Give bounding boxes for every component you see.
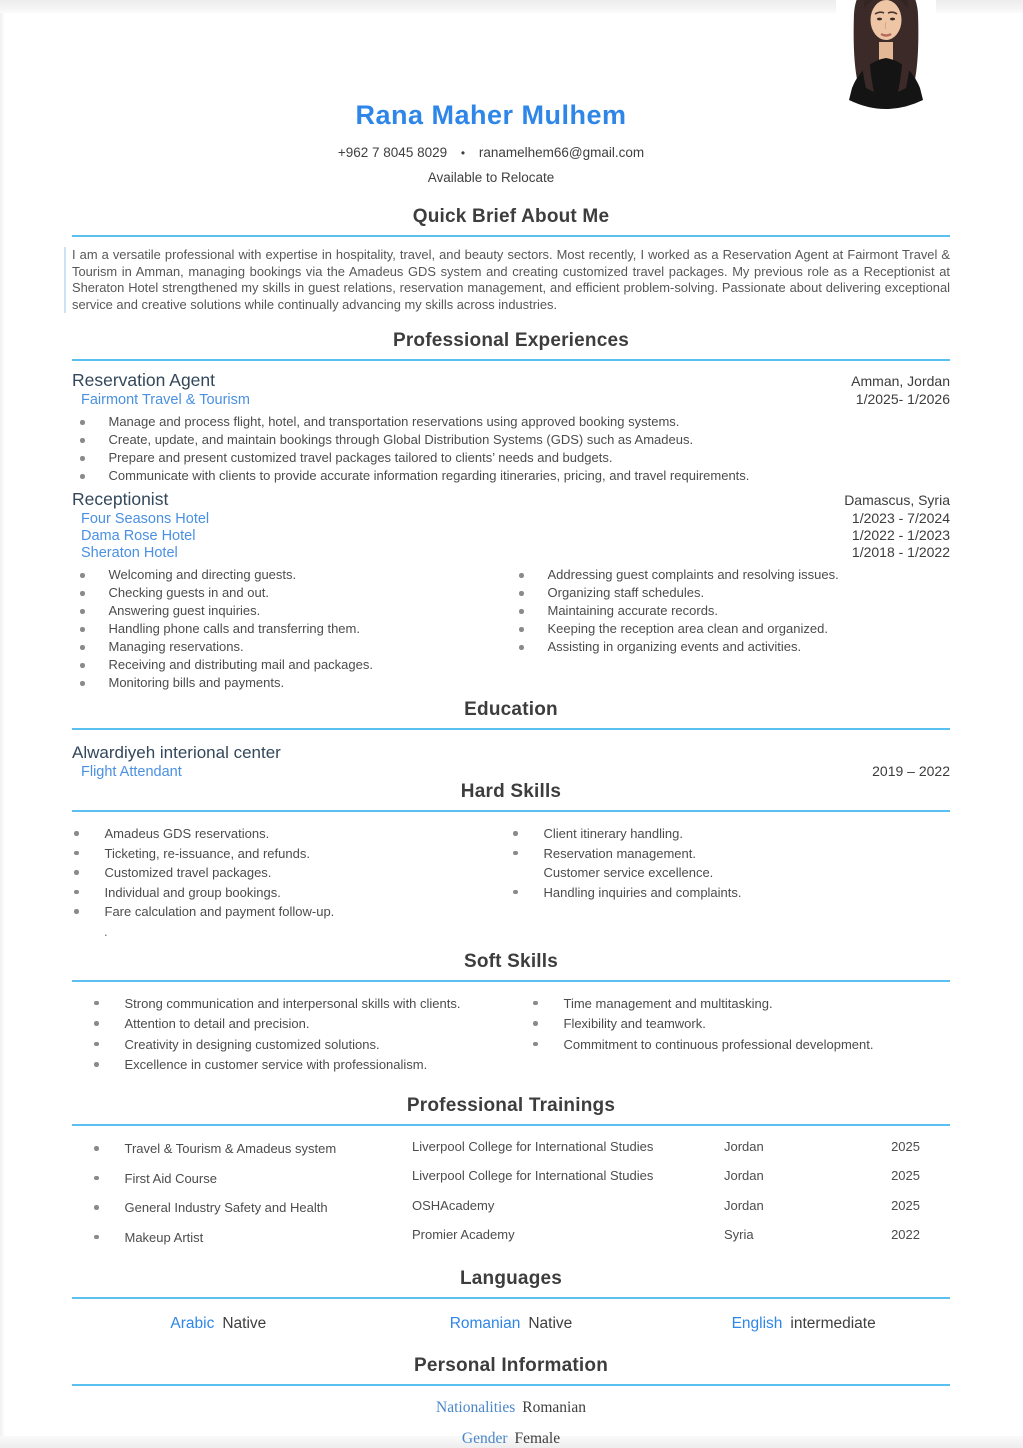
- bullet-text: Monitoring bills and payments.: [108, 675, 285, 690]
- hard-skills-left: [72, 824, 511, 941]
- list-item: [511, 638, 950, 656]
- portrait-photo-graphic: [836, 0, 936, 114]
- language-item: [72, 1315, 365, 1333]
- job-dates: 1/2025- 1/2026: [855, 391, 950, 407]
- brief-title: Quick Brief About Me: [412, 206, 610, 227]
- contact-line: [171, 145, 811, 160]
- job-location: Amman, Jordan: [851, 373, 950, 389]
- bullet-text: Flexibility and teamwork.: [563, 1016, 706, 1031]
- bullet-text: Manage and process flight, hotel, and transportation reservations using approved booking systems.: [108, 414, 680, 429]
- email-address: ranamelhem66@gmail.com: [478, 145, 645, 160]
- bullet-dot-icon: [74, 831, 79, 836]
- personal-item: [72, 1399, 950, 1417]
- personal-item: [72, 1430, 950, 1448]
- training-provider: Liverpool College for International Studies: [412, 1168, 654, 1183]
- bullet-text: Strong communication and interpersonal skills with clients.: [124, 995, 461, 1011]
- resume-content: [72, 0, 950, 1448]
- hard-skills-rule: [72, 810, 950, 812]
- list-item: [511, 584, 950, 602]
- bullet-text: Communicate with clients to provide accurate information regarding itineraries, pricing, and travel requirements.: [108, 468, 750, 483]
- training-country: Syria: [724, 1227, 754, 1242]
- list-item: [72, 1035, 511, 1056]
- bullet-dot-icon: [94, 1062, 99, 1067]
- language-level: intermediate: [790, 1314, 876, 1332]
- personal-label: Nationalities: [436, 1398, 516, 1416]
- training-year: 2022: [891, 1227, 920, 1242]
- table-row: [72, 1197, 950, 1217]
- job-reservation-agent: [72, 370, 950, 485]
- trainings-table: [72, 1138, 950, 1246]
- job-dates: 1/2023 - 7/2024: [851, 510, 950, 526]
- list-item: [72, 844, 511, 864]
- training-course: General Industry Safety and Health: [124, 1200, 328, 1215]
- list-item: [72, 883, 511, 903]
- training-year: 2025: [891, 1168, 920, 1183]
- soft-skills-rule: [72, 980, 950, 982]
- list-item: [511, 844, 950, 864]
- bullet-text: Assisting in organizing events and activities.: [547, 639, 802, 654]
- bullet-text: Excellence in customer service with professionalism.: [124, 1057, 428, 1072]
- education-degree: Flight Attendant: [81, 764, 182, 780]
- list-item: [511, 994, 950, 1015]
- education-school: Alwardiyeh interional center: [72, 743, 281, 762]
- list-item: [511, 824, 950, 844]
- candidate-name: Rana Maher Mulhem: [355, 100, 627, 130]
- bullet-dot-icon: [94, 1021, 99, 1026]
- bullet-text: Amadeus GDS reservations.: [104, 826, 270, 841]
- training-year: 2025: [891, 1197, 920, 1213]
- bullet-dot-icon: [74, 870, 79, 875]
- bullet-text: Customized travel packages.: [104, 865, 272, 880]
- bullet-text: Organizing staff schedules.: [547, 585, 705, 600]
- training-country: Jordan: [724, 1138, 764, 1154]
- section-personal: [72, 1355, 950, 1448]
- bullet-dot-icon: [74, 851, 79, 856]
- section-soft-skills: [72, 951, 950, 1076]
- training-course: Travel & Tourism & Amadeus system: [124, 1141, 337, 1156]
- training-country: Jordan: [724, 1168, 764, 1183]
- bullet-dot-icon: [80, 609, 85, 614]
- languages-rule: [72, 1297, 950, 1299]
- job-bullets-two-col: [72, 566, 950, 692]
- section-brief: [72, 206, 950, 313]
- section-trainings: [72, 1095, 950, 1246]
- section-languages: [72, 1268, 950, 1333]
- bullet-dot-icon: [94, 1042, 99, 1047]
- brief-text: I am a versatile professional with expertise in hospitality, travel, and beauty sectors. Most recently, I worked as a Reservation Agent at Fairmont Travel & Tourism in Amman, managing bookings via the Amadeus GDS system and creating customized travel packages. My previous role as a Receptionist at Sheraton Hotel strengthened my skills in guest relations, reservation management, and efficient problem-solving. Passionate about delivering exceptional service and creative solutions while continually advancing my skills across industries.: [64, 247, 950, 313]
- training-year: 2025: [891, 1138, 920, 1154]
- list-item: [72, 566, 511, 584]
- education-title: Education: [464, 699, 558, 720]
- bullets-left-column: [72, 566, 511, 692]
- list-item: [72, 602, 511, 620]
- bullet-text: Attention to detail and precision.: [124, 1016, 310, 1031]
- list-item: [72, 674, 511, 692]
- language-name: Arabic: [170, 1314, 215, 1332]
- job-dates: 1/2018 - 1/2022: [851, 544, 950, 560]
- bullet-text: Prepare and present customized travel packages tailored to clients’ needs and budgets.: [108, 450, 613, 465]
- languages-row: [72, 1315, 950, 1333]
- job-company: Fairmont Travel & Tourism: [81, 392, 250, 408]
- table-row: [72, 1167, 950, 1187]
- languages-title: Languages: [459, 1267, 563, 1289]
- bullet-dot-icon: [519, 627, 524, 632]
- list-item: [72, 467, 950, 485]
- hard-skills-right: [511, 824, 950, 941]
- job-location: Damascus, Syria: [844, 492, 950, 508]
- list-item: [72, 994, 511, 1015]
- bullet-dot-icon: [533, 1042, 538, 1047]
- bullet-text: Receiving and distributing mail and packages.: [108, 657, 373, 672]
- list-item: [511, 602, 950, 620]
- training-provider: OSHAcademy: [412, 1197, 495, 1213]
- bullet-dot-icon: [94, 1205, 99, 1210]
- bullet-text: Welcoming and directing guests.: [108, 567, 297, 582]
- bullet-text: Ticketing, re-issuance, and refunds.: [104, 845, 310, 861]
- bullet-dot-icon: [513, 870, 518, 875]
- personal-rule: [72, 1384, 950, 1386]
- bullet-dot-icon: [74, 909, 79, 914]
- job-bullets: [72, 413, 950, 485]
- bullet-dot-icon: [533, 1001, 538, 1006]
- section-experience: [72, 330, 950, 692]
- training-provider: Liverpool College for International Studies: [412, 1138, 654, 1154]
- stray-period: .: [104, 923, 108, 939]
- job-receptionist: [72, 489, 950, 692]
- bullet-dot-icon: [80, 681, 85, 686]
- job-role: Receptionist: [72, 489, 169, 509]
- bullet-dot-icon: [80, 645, 85, 650]
- bullet-dot-icon: [80, 573, 85, 578]
- bullet-dot-icon: [94, 1176, 99, 1181]
- bullet-text: Handling inquiries and complaints.: [543, 884, 742, 900]
- list-item: [72, 449, 950, 467]
- bullet-text: Fare calculation and payment follow-up.: [104, 904, 335, 919]
- bullet-text: Answering guest inquiries.: [108, 603, 261, 618]
- bullet-text: Create, update, and maintain bookings through Global Distribution Systems (GDS) such as Amadeus.: [108, 432, 694, 447]
- bullet-dot-icon: [80, 627, 85, 632]
- list-item: [72, 656, 511, 674]
- bullet-dot-icon: [80, 438, 85, 443]
- bullet-dot-icon: [519, 609, 524, 614]
- list-item: [511, 863, 950, 883]
- bullet-dot-icon: [513, 890, 518, 895]
- list-item: [72, 1055, 511, 1076]
- language-name: Romanian: [449, 1314, 521, 1332]
- bullet-dot-icon: [94, 1235, 99, 1240]
- list-item: [72, 824, 511, 844]
- training-course: Makeup Artist: [124, 1229, 204, 1245]
- list-item: [72, 902, 511, 922]
- training-provider: Promier Academy: [412, 1227, 515, 1242]
- bullet-text: Customer service excellence.: [543, 865, 714, 880]
- language-level: Native: [528, 1314, 573, 1332]
- job-company: Four Seasons Hotel: [81, 511, 210, 527]
- list-item: [72, 431, 950, 449]
- section-hard-skills: [72, 781, 950, 941]
- list-item: [511, 1014, 950, 1035]
- personal-title: Personal Information: [413, 1354, 609, 1376]
- soft-skills-title: Soft Skills: [463, 950, 559, 972]
- soft-skills-right: [511, 994, 950, 1076]
- experience-title: Professional Experiences: [392, 330, 630, 351]
- bullet-text: Individual and group bookings.: [104, 884, 281, 900]
- language-level: Native: [222, 1314, 267, 1332]
- bullets-right-column: [511, 566, 950, 692]
- bullet-text: Time management and multitasking.: [563, 995, 773, 1011]
- bullet-dot-icon: [519, 591, 524, 596]
- bullet-text: Reservation management.: [543, 845, 696, 861]
- bullet-text: Keeping the reception area clean and organized.: [547, 621, 828, 636]
- job-dates: 1/2022 - 1/2023: [851, 527, 950, 543]
- personal-label: Gender: [461, 1429, 508, 1447]
- education-rule: [72, 728, 950, 730]
- bullet-dot-icon: [74, 890, 79, 895]
- header: [171, 0, 811, 185]
- bullet-text: Maintaining accurate records.: [547, 603, 719, 618]
- bullet-text: Checking guests in and out.: [108, 585, 269, 600]
- bullet-dot-icon: [80, 591, 85, 596]
- bullet-text: Creativity in designing customized solutions.: [124, 1036, 380, 1052]
- job-company: Dama Rose Hotel: [81, 528, 196, 544]
- bullet-text: Commitment to continuous professional development.: [563, 1036, 874, 1052]
- dot-separator-icon: •: [460, 146, 466, 160]
- bullet-dot-icon: [533, 1021, 538, 1026]
- bullet-dot-icon: [513, 851, 518, 856]
- bullet-dot-icon: [80, 474, 85, 479]
- list-item: [72, 413, 950, 431]
- bullet-dot-icon: [94, 1001, 99, 1006]
- phone-number: +962 7 8045 8029: [337, 145, 448, 160]
- bullet-dot-icon: [519, 645, 524, 650]
- job-role: Reservation Agent: [72, 370, 216, 390]
- bullet-text: Managing reservations.: [108, 639, 244, 654]
- bullet-dot-icon: [80, 420, 85, 425]
- list-item: [72, 863, 511, 883]
- page-edge-left: [0, 13, 5, 1436]
- job-company: Sheraton Hotel: [81, 545, 178, 561]
- bullet-dot-icon: [94, 1146, 99, 1151]
- bullet-dot-icon: [513, 831, 518, 836]
- bullet-text: Handling phone calls and transferring them.: [108, 621, 360, 636]
- list-item: [511, 883, 950, 903]
- list-item: [511, 1035, 950, 1056]
- bullet-dot-icon: [80, 456, 85, 461]
- personal-value: Romanian: [522, 1398, 586, 1416]
- bullet-dot-icon: [519, 573, 524, 578]
- language-item: [657, 1315, 950, 1333]
- hard-skills-title: Hard Skills: [460, 781, 562, 802]
- training-course: First Aid Course: [124, 1170, 217, 1186]
- availability-note: Available to Relocate: [427, 170, 555, 185]
- education-dates: 2019 – 2022: [872, 763, 950, 779]
- experience-rule: [72, 359, 950, 361]
- trainings-rule: [72, 1124, 950, 1126]
- list-item: [72, 638, 511, 656]
- personal-value: Female: [514, 1429, 561, 1447]
- soft-skills-left: [72, 994, 511, 1076]
- bullet-dot-icon: [80, 663, 85, 668]
- list-item: [511, 566, 950, 584]
- list-item: [72, 620, 511, 638]
- trainings-title: Professional Trainings: [406, 1094, 616, 1116]
- list-item: [72, 584, 511, 602]
- section-education: [72, 699, 950, 780]
- training-country: Jordan: [724, 1197, 764, 1213]
- language-name: English: [731, 1314, 783, 1332]
- bullet-text: Addressing guest complaints and resolving issues.: [547, 567, 839, 582]
- hard-skills-columns: [72, 824, 950, 941]
- portrait-photo: [836, 0, 936, 114]
- list-item: [511, 620, 950, 638]
- list-item: [72, 1014, 511, 1035]
- soft-skills-columns: [72, 994, 950, 1076]
- bullet-text: Client itinerary handling.: [543, 826, 683, 841]
- table-row: [72, 1226, 950, 1246]
- table-row: [72, 1138, 950, 1158]
- brief-rule: [72, 235, 950, 237]
- language-item: [365, 1315, 658, 1333]
